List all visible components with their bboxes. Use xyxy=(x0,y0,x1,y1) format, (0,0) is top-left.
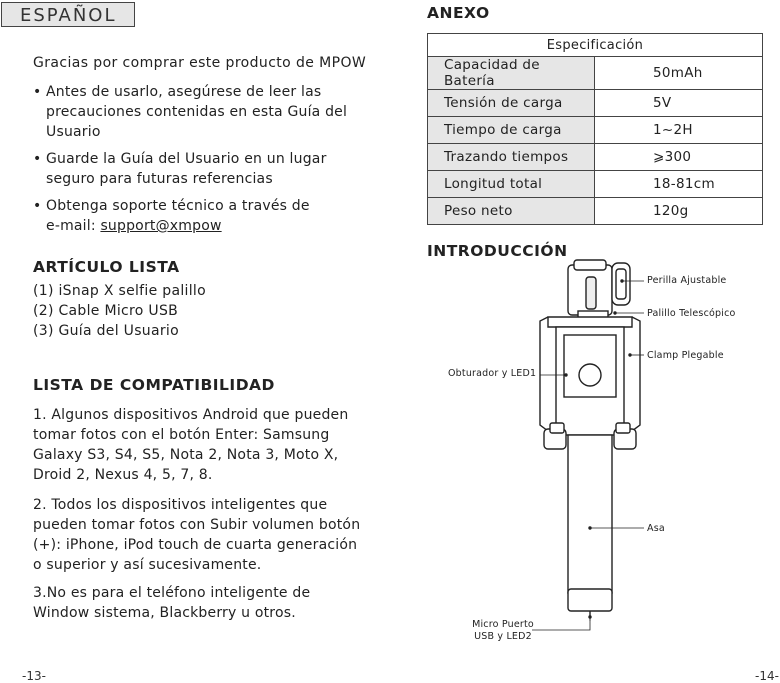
spec-key: Peso neto xyxy=(428,198,595,225)
callout-usb-line: Micro Puerto xyxy=(472,619,534,630)
list-item: (1) iSnap X selfie palillo xyxy=(33,283,206,299)
callout-knob: Perilla Ajustable xyxy=(647,275,727,286)
support-email-link[interactable]: support@xmpow xyxy=(100,218,222,234)
spec-value: 50mAh xyxy=(595,57,763,90)
table-row xyxy=(428,117,763,144)
item-list-heading: ARTÍCULO LISTA xyxy=(33,258,180,276)
compat-paragraph: 2. Todos los dispositivos inteligentes que pueden tomar fotos con Subir volumen botón (+): iPhone, iPod touch de cuarta generación o superior y así sucesivamente. xyxy=(33,497,361,573)
bullet-item: • Guarde la Guía del Usuario en un lugar seguro para futuras referencias xyxy=(33,149,373,189)
table-row xyxy=(428,198,763,225)
page-number-left: -13- xyxy=(22,669,46,683)
callout-usb xyxy=(469,619,537,643)
table-row xyxy=(428,57,763,90)
spec-key: Tensión de carga xyxy=(428,90,595,117)
spec-value: ⩾300 xyxy=(595,144,763,171)
callout-handle: Asa xyxy=(647,523,665,534)
list-item: (3) Guía del Usuario xyxy=(33,323,179,339)
spec-value: 18-81cm xyxy=(595,171,763,198)
callout-telescopic: Palillo Telescópico xyxy=(647,308,736,319)
bullet-item: • Antes de usarlo, asegúrese de leer las precauciones contenidas en esta Guía del Usuario xyxy=(33,82,373,142)
spec-key: Capacidad de Batería xyxy=(428,57,595,90)
spec-value: 120g xyxy=(595,198,763,225)
intro-text: Gracias por comprar este producto de MPOW xyxy=(33,55,367,71)
spec-table xyxy=(427,33,763,225)
annex-heading: ANEXO xyxy=(427,4,490,22)
language-tab: ESPAÑOL xyxy=(1,2,135,27)
table-row xyxy=(428,90,763,117)
table-row xyxy=(428,171,763,198)
table-row xyxy=(428,144,763,171)
compat-paragraph: 3.No es para el teléfono inteligente de Window sistema, Blackberry u otros. xyxy=(33,585,311,621)
spec-key: Tiempo de carga xyxy=(428,117,595,144)
spec-value: 1~2H xyxy=(595,117,763,144)
compatibility-heading: LISTA DE COMPATIBILIDAD xyxy=(33,376,275,394)
list-item: (2) Cable Micro USB xyxy=(33,303,179,319)
spec-header: Especificación xyxy=(428,34,763,57)
compat-paragraph: 1. Algunos dispositivos Android que pueden tomar fotos con el botón Enter: Samsung Galaxy S3, S4, S5, Nota 2, Nota 3, Moto X, Droid 2, Nexus 4, 5, 7, 8. xyxy=(33,407,349,483)
email-prefix: e-mail: xyxy=(46,218,101,234)
callout-clamp: Clamp Plegable xyxy=(647,350,724,361)
bullet-text: Obtenga soporte técnico a través de xyxy=(46,198,310,214)
page-number-right: -14- xyxy=(755,669,779,683)
introduction-heading: INTRODUCCIÓN xyxy=(427,242,568,260)
callout-usb-line: USB y LED2 xyxy=(474,631,532,642)
precautions-list xyxy=(33,82,373,243)
item-list xyxy=(33,281,206,341)
spec-key: Trazando tiempos xyxy=(428,144,595,171)
bullet-item xyxy=(33,196,373,236)
callout-shutter: Obturador y LED1 xyxy=(448,368,537,379)
spec-value: 5V xyxy=(595,90,763,117)
spec-key: Longitud total xyxy=(428,171,595,198)
usb-callout-line xyxy=(530,612,592,634)
